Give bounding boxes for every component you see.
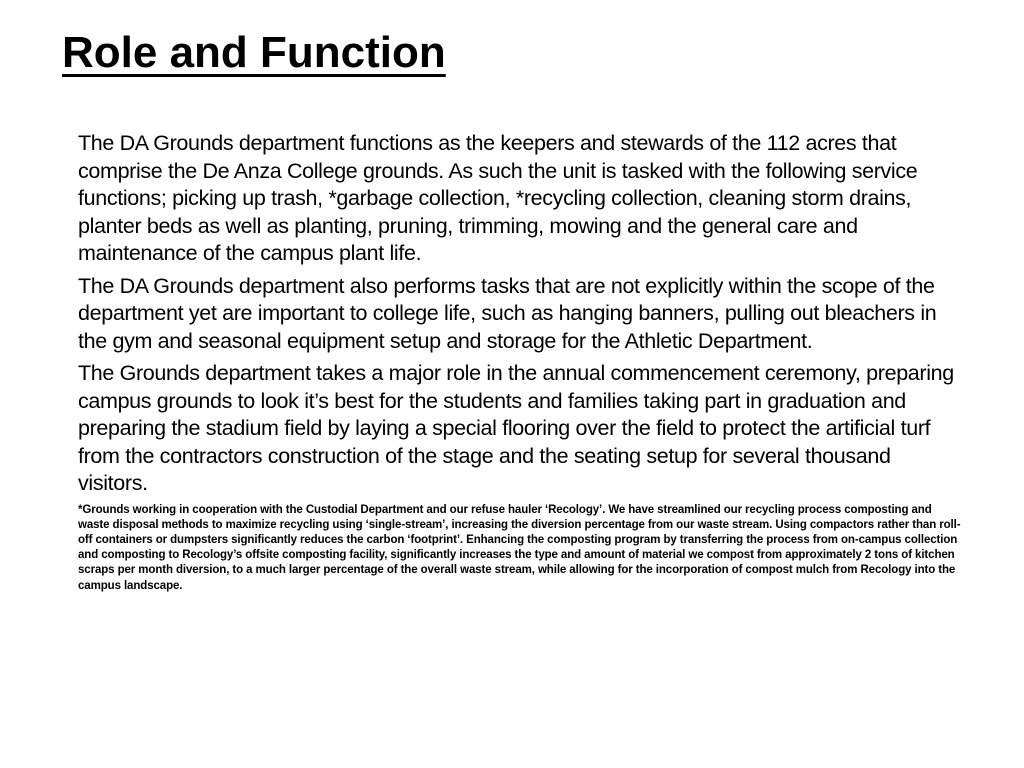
slide-title: Role and Function [62,28,446,77]
footnote-recycling: *Grounds working in cooperation with the Custodial Department and our refuse hauler ‘Recology’. We have streamlined our recycling process composting and waste disposal methods to maximize recycling using ‘single-stream’, increasing the diversion percentage from our waste stream. Using compactors rather than roll-off containers or dumpsters significantly reduces the carbon ‘footprint’. Enhancing the composting program by transferring the process from on-campus collection and composting to Recology’s offsite composting facility, significantly increases the type and amount of material we compost from approximately 2 tons of kitchen scraps per month diversion, to a much larger percentage of the overall waste stream, while allowing for the incorporation of compost mulch from Recology into the campus landscape. [78,503,961,592]
paragraph-commencement: The Grounds department takes a major role in the annual commencement ceremony, preparing campus grounds to look it’s best for the students and families taking part in graduation and preparing the stadium field by laying a special flooring over the field to protect the artificial turf from the contractors construction of the stage and the seating setup for several thousand visitors. [78,361,954,495]
paragraph-grounds-functions: The DA Grounds department functions as the keepers and stewards of the 112 acres that comprise the De Anza College grounds. As such the unit is tasked with the following service functions; picking up trash, *garbage collection, *recycling collection, cleaning storm drains, planter beds as well as planting, pruning, trimming, mowing and the general care and maintenance of the campus plant life. [78,131,918,265]
slide-body [78,130,962,594]
paragraph-additional-tasks: The DA Grounds department also performs tasks that are not explicitly within the scope of the department yet are important to college life, such as hanging banners, pulling out bleachers in the gym and seasonal equipment setup and storage for the Athletic Department. [78,273,937,353]
